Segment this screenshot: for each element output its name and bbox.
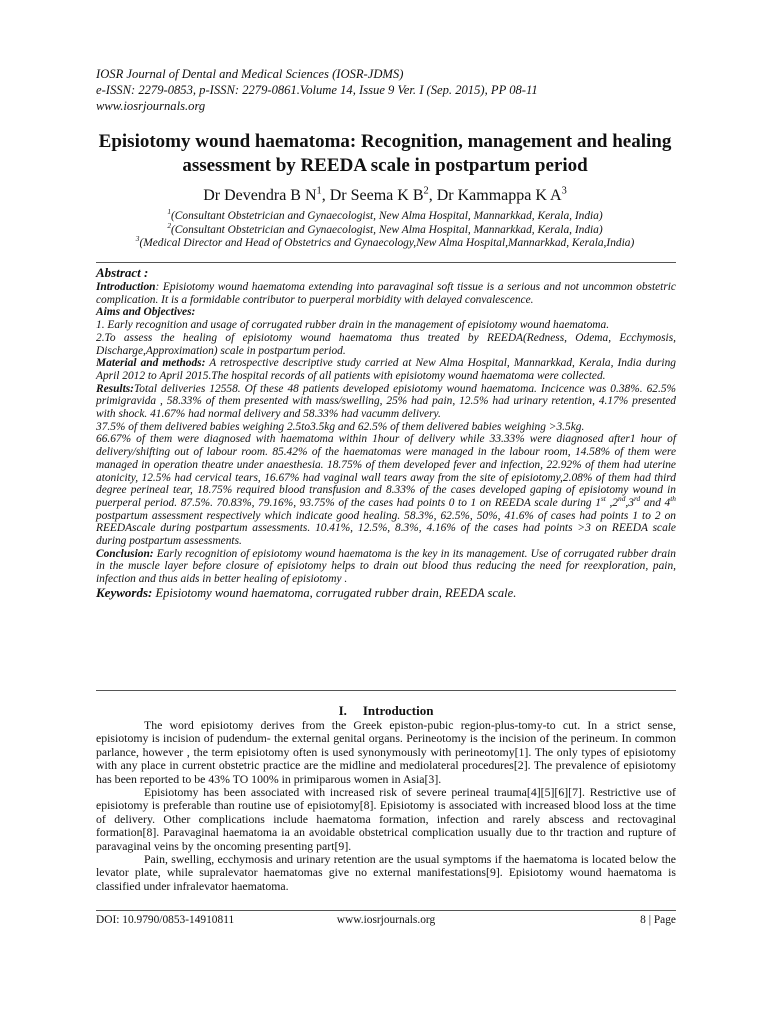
abstract-methods (96, 357, 676, 382)
methods-text: A retrospective descriptive study carried at New Alma Hospital, Mannarkkad, Kerala, India during April 2012 to April 2015.The hospital records of all patients with episiotomy wound haematoma were collected. (96, 357, 676, 382)
ordinal-sep: ,3 (625, 496, 634, 509)
results-text-2: 37.5% of them delivered babies weighing 2.5to3.5kg and 62.5% of them delivered babies weighing >3.5kg. (96, 420, 585, 433)
results-text-1: Total deliveries 12558. Of these 48 patients developed episiotomy wound haematoma. Incicence was 0.38%. 62.5% primigravida , 58.33% of them presented with mass/swelling, 25% had pain, 12.5% had urinary retention, 4.17% presented with shock. 41.67% had normal delivery and 58.33% had vacumm delivery. (96, 382, 676, 421)
methods-label: Material and methods: (96, 357, 206, 370)
author-name: Dr Kammappa K A (436, 187, 562, 204)
aim-2: 2.To assess the healing of episiotomy wound haematoma thus treated by REEDA(Redness, Odema, Ecchymosis, Discharge,Approximation) scale in postpartum period. (96, 331, 676, 357)
ordinal-sep: ,2 (605, 496, 618, 509)
aims-label (96, 306, 676, 319)
affiliation (90, 220, 680, 238)
footer-doi: DOI: 10.9790/0853-14910811 (96, 914, 235, 926)
keywords-label: Keywords: (96, 584, 153, 600)
body-paragraph: Pain, swelling, ecchymosis and urinary retention are the usual symptoms if the haematoma is located below the levator plate, while supralevator haematomas give no external manifestations[9]. Episiotomy wound haematoma is classified under infralevator haematoma. (96, 852, 676, 893)
author-name: Dr Seema K B (329, 187, 424, 204)
affiliation-text: (Consultant Obstetrician and Gynaecologist, New Alma Hospital, Mannarkkad, Kerala, India) (171, 223, 603, 236)
body-paragraph: The word episiotomy derives from the Greek episton-pubic region-plus-tomy-to cut. In a strict sense, episiotomy is incision of pudendum- the external genital organs. Perineotomy is the incision of the perineum. In common parlance, however , the term episiotomy often is used synonymously with perineotomy[1]. The only types of episiotomy with any place in current obstetric practice are the midline and mediolateral procedures[2]. The prevalence of episiotomy has been reported to be 43% TO 100% in primiparous women in Asia[3]. (96, 718, 676, 786)
ordinal-st: st (600, 494, 606, 504)
ordinal-sep: and 4 (640, 496, 671, 509)
ordinal-th: th (670, 494, 676, 504)
results-text-3a: 66.67% of them were diagnosed with haematoma within 1hour of delivery while 33.33% were diagnosed after1 hour of delivery/shifting out of labour room. 85.42% of the haematomas were managed in the labour room, 14.58% of them were managed in operation theatre under anaesthesia. 18.75% of them developed fever and infection, 22.92% of them had uterine atonicity, 12.5% had cervical tears, 16.67% had vaginal wall tears away from the site of episiotomy,2.08% of them had third degree perineal tear, 18.75% required blood transfusion and 8.33% of the cases developed gaping of episiotomy wound in puerperal period. 87.5%. 70.83%, 79.16%, 93.75% of the cases had points 0 to 1 on REEDA scale during 1 (96, 433, 676, 509)
intro-label: Introduction (96, 281, 156, 293)
abstract-bottom-rule (96, 690, 676, 691)
section-heading (96, 703, 676, 719)
abstract-results (96, 383, 676, 421)
section-number: I. (338, 703, 347, 718)
author-sup: 1 (316, 185, 322, 197)
author-sep: , (428, 187, 437, 204)
introduction-body (96, 719, 676, 893)
results-text-3 (96, 433, 676, 547)
abstract-introduction (96, 281, 676, 306)
footer-page-number: 8 | Page (640, 914, 676, 926)
section-title: Introduction (362, 703, 434, 718)
conclusion-text: Early recognition of episiotomy wound haematoma is the key in its management. Use of corrugated rubber drain in the muscle layer before closure of episiotomy helps to drain out blood thus reducing the need for reexploration, pain, infection and thus aids in better healing of episiotomy . (96, 547, 676, 586)
intro-text: : Episiotomy wound haematoma extending into paravaginal soft tissue is a serious and not uncommon obstetric complication. It is a formidable contributor to puerperal morbidity with delayed convalescence. (96, 281, 676, 306)
affiliation-sup: 1 (167, 207, 172, 217)
keywords-text: Episiotomy wound haematoma, corrugated rubber drain, REEDA scale. (152, 585, 517, 600)
author-sup: 2 (423, 185, 429, 197)
results-text-3b: postpartum assessment respectively which indicate good healing. 58.3%, 62.5%, 50%, 41.6% of cases had points 1 to 2 on REEDAscale during postpartum assessments. 10.41%, 12.5%, 8.3%, 4.16% of the cases had points >3 on REEDA scale during postpartum assessments. (96, 509, 676, 548)
journal-website: www.iosrjournals.org (96, 99, 206, 113)
affiliation (90, 207, 680, 224)
journal-header (96, 66, 676, 114)
author-sep: , (321, 187, 330, 204)
footer-rule (96, 910, 676, 911)
ordinal-nd: nd (617, 494, 626, 504)
affiliation-sup: 2 (167, 220, 172, 230)
ordinal-rd: rd (633, 494, 641, 504)
abstract-heading: Abstract : (96, 265, 149, 280)
author-sup: 3 (561, 185, 567, 197)
affiliation-text: (Consultant Obstetrician and Gynaecologist, New Alma Hospital, Mannarkkad, Kerala, India) (171, 210, 603, 222)
affiliation-sup: 3 (135, 234, 140, 244)
abstract-top-rule (96, 262, 676, 263)
aims-label-text: Aims and Objectives: (96, 306, 196, 319)
conclusion-label: Conclusion: (96, 547, 154, 560)
journal-name: IOSR Journal of Dental and Medical Sciences (IOSR-JDMS) (96, 67, 404, 81)
paper-title: Episiotomy wound haematoma: Recognition, management and healing assessment by REEDA scale in postpartum period (98, 131, 672, 176)
abstract-conclusion (96, 548, 676, 586)
author-name: Dr Devendra B N (203, 187, 317, 204)
results-label: Results: (96, 382, 134, 395)
abstract (96, 265, 676, 600)
journal-issn: e-ISSN: 2279-0853, p-ISSN: 2279-0861.Volume 14, Issue 9 Ver. I (Sep. 2015), PP 08-11 (96, 83, 538, 97)
footer-website: www.iosrjournals.org (336, 914, 436, 926)
abstract-keywords (96, 586, 676, 600)
aim-1: 1. Early recognition and usage of corrugated rubber drain in the management of episiotomy wound haematoma. (96, 319, 610, 332)
body-paragraph: Episiotomy has been associated with increased risk of severe perineal trauma[4][5][6][7]. Restrictive use of episiotomy is preferable than routine use of episiotomy[8]. Episiotomy is associated with increased blood loss at the time of delivery. Other complications include haematoma formation, infection and rarely abscess and rectovaginal formation[8]. Paravaginal haematoma ia an avoidable obstetrical complication usually due to thr traction and rupture of paravaginal veins by the oncoming presenting part[9]. (96, 785, 676, 853)
affiliation (90, 234, 680, 251)
affiliation-list (90, 207, 680, 251)
author-list (90, 186, 680, 206)
affiliation-text: (Medical Director and Head of Obstetrics and Gynaecology,New Alma Hospital,Mannarkkad, Kerala,India) (139, 237, 635, 249)
